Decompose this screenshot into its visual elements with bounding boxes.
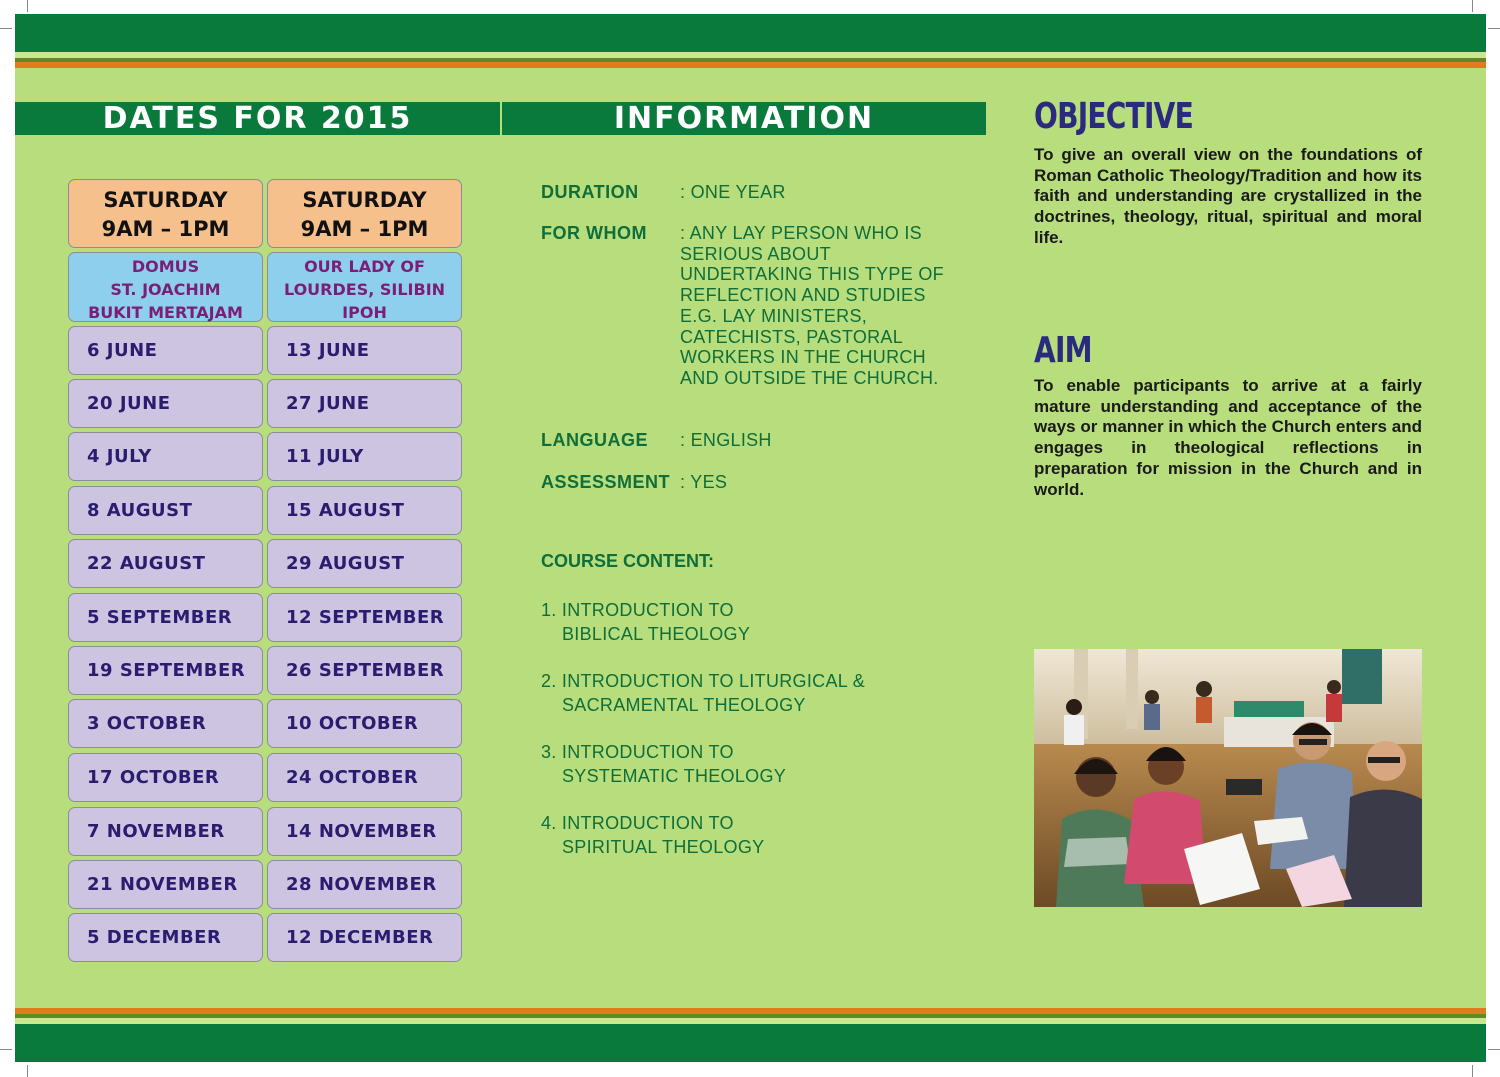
objective-text: To give an overall view on the foundations of Roman Catholic Theology/Tradition and how its faith and understanding are crystallized in the doctrines, theology, ritual, spiritual and moral life. [1034, 145, 1422, 247]
date-card: 26 SEPTEMBER [267, 646, 462, 695]
schedule-day: SATURDAY [103, 188, 228, 212]
date-card: 5 DECEMBER [68, 913, 263, 962]
course-item-line: SACRAMENTAL THEOLOGY [562, 695, 806, 715]
venue-card [267, 252, 462, 322]
venue-line: OUR LADY OF [304, 257, 425, 276]
date-card: 22 AUGUST [68, 539, 263, 588]
bottom-band [15, 1024, 1486, 1062]
date-card: 4 JULY [68, 432, 263, 481]
date-card: 24 OCTOBER [267, 753, 462, 802]
crop-mark [27, 1065, 28, 1077]
date-card: 15 AUGUST [267, 486, 462, 535]
date-card: 7 NOVEMBER [68, 807, 263, 856]
date-card: 5 SEPTEMBER [68, 593, 263, 642]
crop-mark [0, 1049, 12, 1050]
date-card: 28 NOVEMBER [267, 860, 462, 909]
group-discussion-photo [1034, 649, 1422, 907]
objective-title: OBJECTIVE [1034, 96, 1194, 137]
crop-mark [1488, 28, 1500, 29]
date-card: 8 AUGUST [68, 486, 263, 535]
aim-text: To enable participants to arrive at a fairly mature understanding and acceptance of the ways or manner in which the Church enters and engages in theological reflections in preparation for mission in the Church and in world. [1034, 376, 1422, 499]
language-value: : ENGLISH [680, 430, 772, 450]
date-card: 6 JUNE [68, 326, 263, 375]
date-card: 12 SEPTEMBER [267, 593, 462, 642]
schedule-day: SATURDAY [302, 188, 427, 212]
course-item-line: 1. INTRODUCTION TO [541, 600, 734, 620]
course-item-line: SYSTEMATIC THEOLOGY [562, 766, 787, 786]
for-whom-label: FOR WHOM [541, 223, 647, 243]
schedule-time: 9AM – 1PM [300, 217, 429, 241]
venue-line: LOURDES, SILIBIN [283, 280, 446, 299]
course-item-line: SPIRITUAL THEOLOGY [562, 837, 765, 857]
crop-mark [27, 0, 28, 12]
schedule-time: 9AM – 1PM [101, 217, 230, 241]
course-item-line: 2. INTRODUCTION TO LITURGICAL & [541, 671, 866, 691]
date-card: 3 OCTOBER [68, 699, 263, 748]
date-card: 29 AUGUST [267, 539, 462, 588]
venue-line: BUKIT MERTAJAM [88, 303, 243, 322]
course-content-title: COURSE CONTENT: [541, 551, 715, 571]
aim-title: AIM [1034, 330, 1092, 371]
date-card: 19 SEPTEMBER [68, 646, 263, 695]
assessment-value: : YES [680, 472, 728, 492]
crop-mark [0, 28, 12, 29]
course-item-line: BIBLICAL THEOLOGY [562, 624, 751, 644]
venue-line: DOMUS [131, 257, 200, 276]
language-label: LANGUAGE [541, 430, 648, 450]
assessment-label: ASSESSMENT [541, 472, 671, 492]
venue-line: ST. JOACHIM [110, 280, 221, 299]
schedule-card [267, 179, 462, 248]
venue-line: IPOH [342, 303, 387, 322]
photo-illustration [1034, 649, 1422, 907]
date-card: 14 NOVEMBER [267, 807, 462, 856]
top-band [15, 14, 1486, 52]
date-card: 12 DECEMBER [267, 913, 462, 962]
date-card: 10 OCTOBER [267, 699, 462, 748]
date-card: 17 OCTOBER [68, 753, 263, 802]
duration-value: : ONE YEAR [680, 182, 786, 202]
schedule-card [68, 179, 263, 248]
crop-mark [1488, 1049, 1500, 1050]
date-card: 11 JULY [267, 432, 462, 481]
date-card: 13 JUNE [267, 326, 462, 375]
course-item [541, 811, 901, 859]
crop-mark [1472, 0, 1473, 12]
information-header: INFORMATION [502, 102, 986, 135]
dates-header: DATES FOR 2015 [15, 102, 500, 135]
date-card: 21 NOVEMBER [68, 860, 263, 909]
course-item [541, 669, 901, 717]
duration-label: DURATION [541, 182, 639, 202]
crop-mark [1472, 1065, 1473, 1077]
venue-card [68, 252, 263, 322]
date-card: 20 JUNE [68, 379, 263, 428]
course-item [541, 598, 901, 646]
course-item-line: 3. INTRODUCTION TO [541, 742, 734, 762]
for-whom-value: : ANY LAY PERSON WHO IS SERIOUS ABOUT UNDERTAKING THIS TYPE OF REFLECTION AND STUDIES E.G. LAY MINISTERS, CATECHISTS, PASTORAL WORKERS IN THE CHURCH AND OUTSIDE THE CHURCH. [680, 223, 944, 388]
course-item-line: 4. INTRODUCTION TO [541, 813, 734, 833]
top-stripe [15, 62, 1486, 68]
brochure-page [15, 14, 1486, 1062]
course-item [541, 740, 901, 788]
date-card: 27 JUNE [267, 379, 462, 428]
